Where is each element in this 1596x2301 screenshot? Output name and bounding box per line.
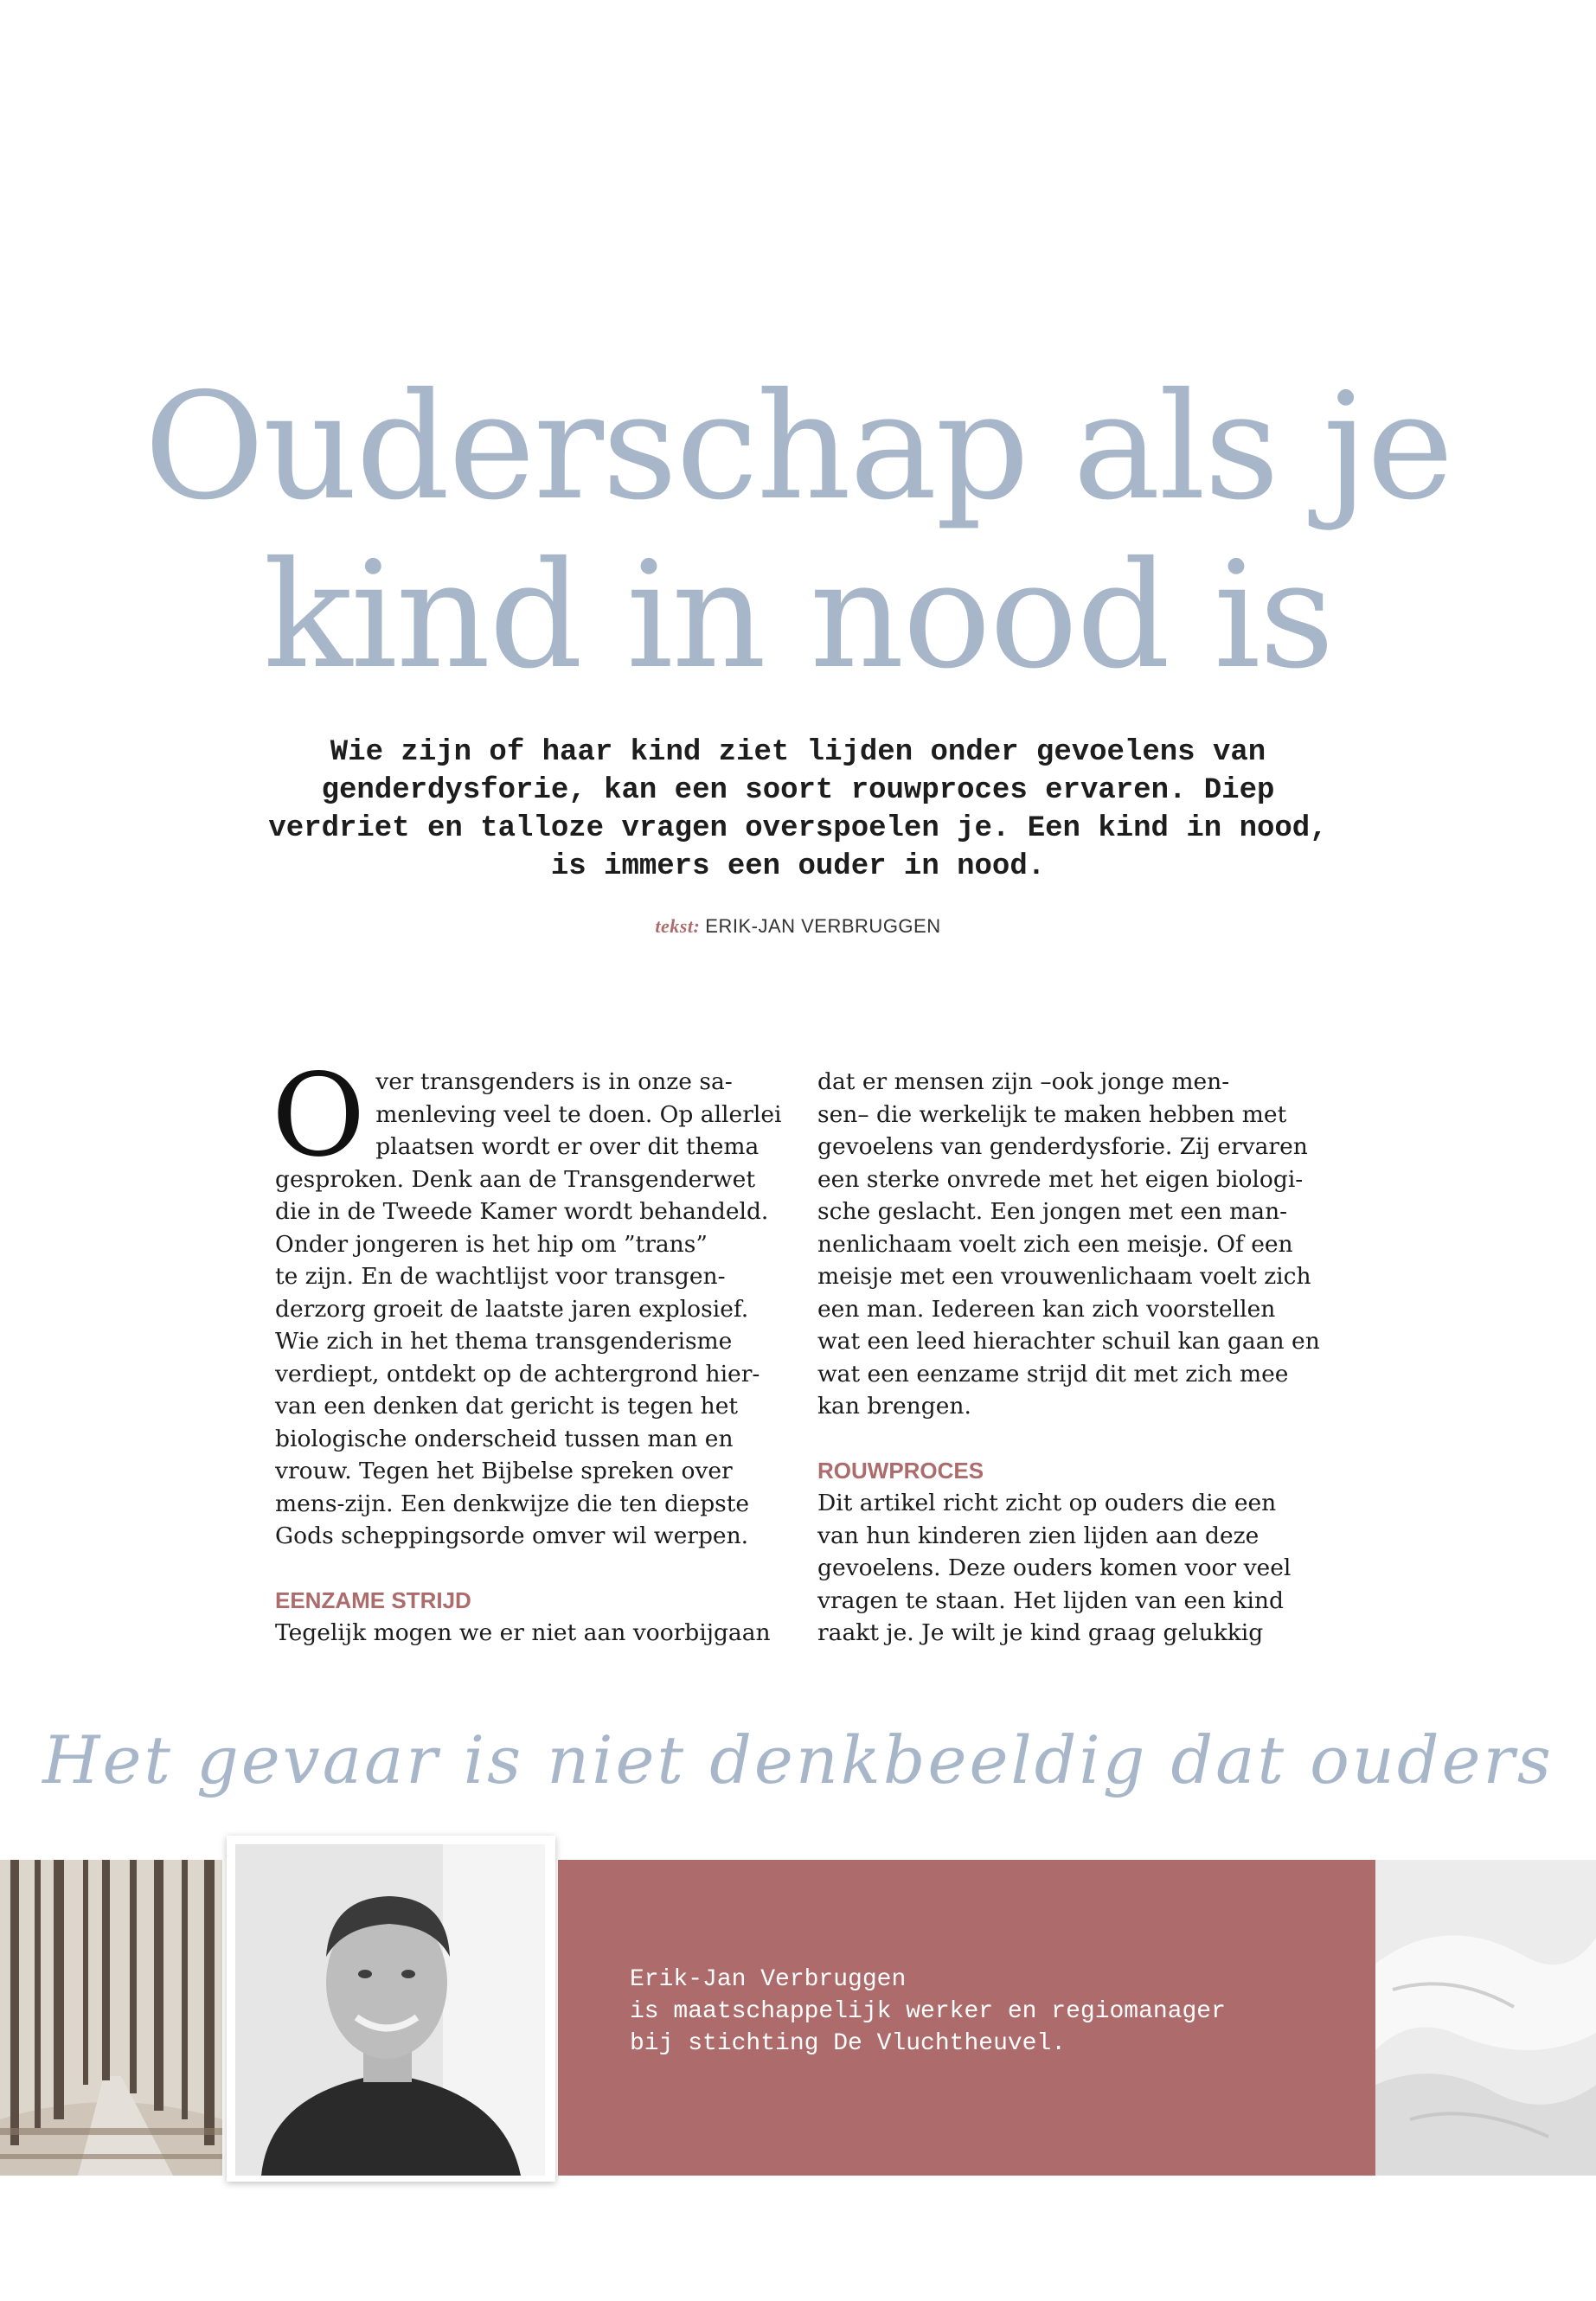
body-line: raakt je. Je wilt je kind graag gelukkig — [817, 1619, 1264, 1646]
body-line: wat een eenzame strijd dit met zich mee — [817, 1360, 1289, 1388]
credit-label: tekst: — [655, 915, 701, 937]
forest-path-photo — [0, 1860, 222, 2176]
subheading-rouwproces: ROUWPROCES — [817, 1457, 984, 1484]
body-line: Onder jongeren is het hip om ”trans” — [275, 1230, 708, 1258]
intro-line-3: verdriet en talloze vragen overspoelen je. Een kind in nood, — [268, 812, 1328, 845]
body-column-2 — [817, 1066, 1324, 1650]
body-line: die in de Tweede Kamer wordt behandeld. — [275, 1198, 769, 1225]
pull-quote: Het gevaar is niet denkbeeldig dat ouders — [42, 1721, 1554, 1798]
forest-trees-image — [0, 1860, 222, 2176]
body-line: menleving veel te doen. Op allerlei — [375, 1100, 782, 1128]
body-line: gevoelens van genderdysforie. Zij ervaren — [817, 1133, 1308, 1160]
bedsheets-photo — [1375, 1860, 1596, 2176]
body-line: te zijn. En de wachtlijst voor transgen- — [275, 1263, 726, 1290]
body-line: sche geslacht. Een jongen met een man- — [817, 1198, 1288, 1225]
body-line: verdiept, ontdekt op de achtergrond hier- — [275, 1360, 760, 1388]
body-line: Gods scheppingsorde omver wil werpen. — [275, 1522, 749, 1549]
author-bio-box — [558, 1860, 1375, 2176]
author-portrait — [235, 1844, 545, 2176]
body-line: plaatsen wordt er over dit thema — [375, 1133, 760, 1160]
portrait-image — [235, 1844, 545, 2176]
subheading-eenzame-strijd: EENZAME STRIJD — [275, 1586, 471, 1613]
body-line: van een denken dat gericht is tegen het — [275, 1393, 739, 1420]
body-line: biologische onderscheid tussen man en — [275, 1425, 734, 1452]
body-line: ver transgenders is in onze sa- — [375, 1068, 733, 1095]
intro-line-1: Wie zijn of haar kind ziet lijden onder gevoelens van — [330, 736, 1266, 769]
body-line: vragen te staan. Het lijden van een kind — [817, 1586, 1284, 1614]
body-line: Dit artikel richt zicht op ouders die een — [817, 1490, 1277, 1516]
body-line: Tegelijk mogen we er niet aan voorbijgaan — [275, 1619, 771, 1646]
body-line: mens-zijn. Een denkwijze die ten diepste — [275, 1490, 750, 1517]
intro-line-2: genderdysforie, kan een soort rouwproces ervaren. Diep — [321, 774, 1275, 807]
body-line: kan brengen. — [817, 1393, 971, 1420]
title-line-2: kind in nood is — [263, 530, 1333, 702]
body-line: gesproken. Denk aan de Transgenderwet — [275, 1165, 755, 1193]
body-line: gevoelens. Deze ouders komen voor veel — [817, 1554, 1292, 1581]
bio-line-3: bij stichting De Vluchtheuvel. — [630, 2030, 1067, 2057]
credit-author: ERIK-JAN VERBRUGGEN — [705, 915, 941, 937]
body-line: wat een leed hierachter schuil kan gaan en — [817, 1328, 1320, 1355]
body-line: sen– die werkelijk te maken hebben met — [817, 1100, 1287, 1128]
bio-line-1: Erik-Jan Verbruggen — [630, 1966, 907, 1993]
title-line-1: Ouderschap als je — [144, 362, 1452, 533]
intro-line-4: is immers een ouder in nood. — [550, 850, 1046, 883]
article-title — [0, 363, 1596, 701]
body-line: nenlichaam voelt zich een meisje. Of een — [817, 1230, 1293, 1258]
body-line: een man. Iedereen kan zich voorstellen — [817, 1295, 1276, 1323]
bio-line-2: is maatschappelijk werker en regiomanager — [630, 1998, 1226, 2025]
body-line: dat er mensen zijn –ook jonge men- — [817, 1068, 1230, 1095]
body-column-1 — [272, 1049, 782, 1650]
drop-cap: O — [272, 1049, 366, 1183]
body-line: meisje met een vrouwenlichaam voelt zich — [817, 1263, 1311, 1290]
body-line: vrouw. Tegen het Bijbelse spreken over — [275, 1458, 733, 1484]
author-bio — [630, 1964, 1226, 2060]
body-line: van hun kinderen zien lijden aan deze — [817, 1522, 1259, 1549]
bedsheets-image — [1375, 1860, 1596, 2176]
author-credit — [0, 915, 1596, 938]
body-line: een sterke onvrede met het eigen biologi- — [817, 1165, 1304, 1193]
body-line: Wie zich in het thema transgenderisme — [275, 1328, 733, 1355]
author-photo-frame — [227, 1836, 555, 2182]
body-line: derzorg groeit de laatste jaren explosief. — [275, 1295, 749, 1323]
article-intro — [173, 734, 1423, 886]
